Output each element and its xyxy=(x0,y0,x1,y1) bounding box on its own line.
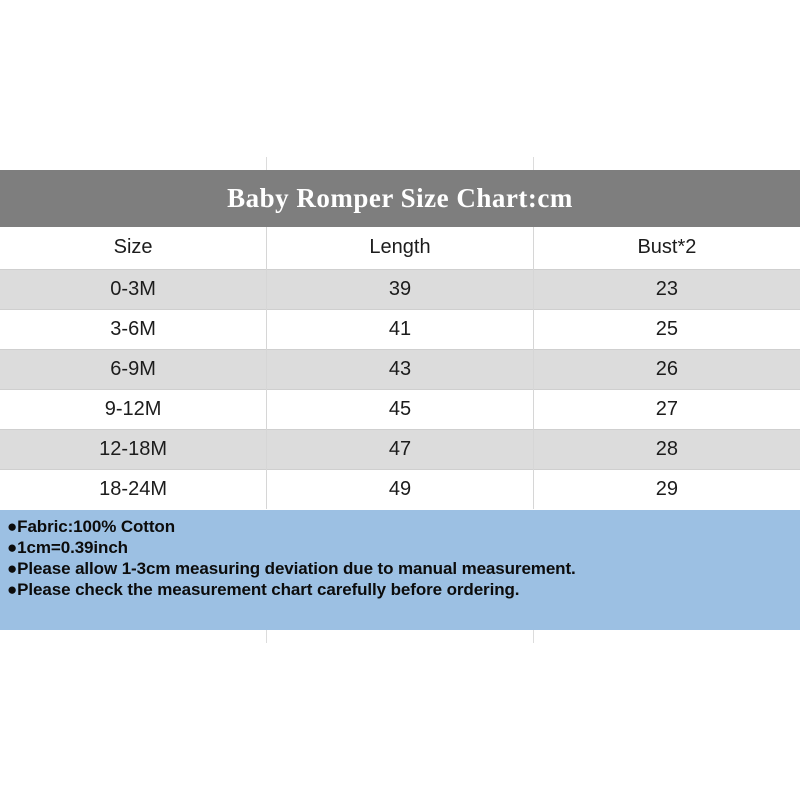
cell-bust: 26 xyxy=(533,349,800,389)
chart-title-banner xyxy=(0,170,800,227)
cell-size: 3-6M xyxy=(110,317,156,340)
cell-length: 41 xyxy=(267,309,534,349)
column-header-size: Size xyxy=(113,236,153,259)
cell-bust: 27 xyxy=(533,389,800,429)
cell-bust: 28 xyxy=(533,429,800,469)
size-table-header xyxy=(0,227,800,269)
cell-length: 45 xyxy=(267,389,534,429)
notes-panel xyxy=(0,510,800,630)
cell-length: 39 xyxy=(267,269,534,309)
note-deviation: ●Please allow 1-3cm measuring deviation due to manual measurement. xyxy=(7,559,576,578)
header-row xyxy=(0,227,800,269)
cell-length: 49 xyxy=(267,469,534,509)
cell-length: 47 xyxy=(267,429,534,469)
table-row xyxy=(0,469,800,509)
cell-size: 9-12M xyxy=(104,397,162,420)
column-header-length: Length xyxy=(267,227,534,269)
size-table-body xyxy=(0,269,800,509)
note-fabric: ●Fabric:100% Cotton xyxy=(7,517,176,536)
cell-length: 43 xyxy=(267,349,534,389)
table-row xyxy=(0,429,800,469)
column-rule-remnant-top-right xyxy=(533,157,534,170)
column-rule-remnant-bottom-left xyxy=(266,630,267,643)
cell-size: 6-9M xyxy=(110,357,156,380)
cell-size: 12-18M xyxy=(99,437,167,460)
column-rule-remnant-bottom-right xyxy=(533,630,534,643)
table-row xyxy=(0,349,800,389)
note-conversion: ●1cm=0.39inch xyxy=(7,538,128,557)
cell-size: 18-24M xyxy=(99,477,167,500)
table-row xyxy=(0,309,800,349)
note-check-chart: ●Please check the measurement chart carefully before ordering. xyxy=(7,580,520,599)
column-header-bust: Bust*2 xyxy=(533,227,800,269)
cell-bust: 23 xyxy=(533,269,800,309)
chart-title: Baby Romper Size Chart:cm xyxy=(227,183,573,213)
cell-bust: 29 xyxy=(533,469,800,509)
table-row xyxy=(0,269,800,309)
size-table xyxy=(0,227,800,509)
cell-bust: 25 xyxy=(533,309,800,349)
column-rule-remnant-top-left xyxy=(266,157,267,170)
cell-size: 0-3M xyxy=(110,277,156,300)
table-row xyxy=(0,389,800,429)
